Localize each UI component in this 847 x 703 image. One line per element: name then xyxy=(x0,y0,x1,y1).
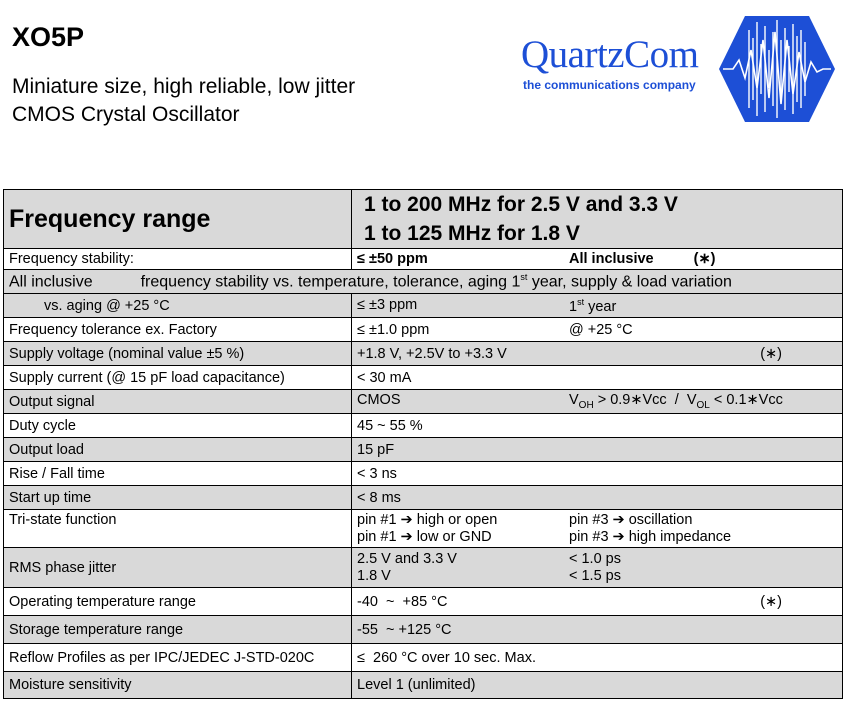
output-load-value: 15 pF xyxy=(352,438,843,462)
tristate-cell xyxy=(352,510,843,548)
tristate-label: Tri-state function xyxy=(4,510,352,548)
superscript-st: st xyxy=(577,296,585,307)
output-signal-value: CMOS xyxy=(357,392,401,409)
all-inclusive-label: All inclusive xyxy=(9,273,93,291)
rise-fall-value: < 3 ns xyxy=(352,462,843,486)
aging-row xyxy=(4,294,843,318)
reflow-label: Reflow Profiles as per IPC/JEDEC J-STD-020C xyxy=(4,644,352,672)
aging-cell xyxy=(352,294,843,318)
supply-current-value: < 30 mA xyxy=(352,366,843,390)
reflow-value: ≤ 260 °C over 10 sec. Max. xyxy=(352,644,843,672)
product-subtitle xyxy=(12,73,355,129)
aging-value: ≤ ±3 ppm xyxy=(357,296,418,313)
all-inclusive-note: All inclusive xyxy=(569,251,654,267)
tristate-pin1-low: pin #1 ➔ low or GND xyxy=(357,528,492,545)
jitter-label: RMS phase jitter xyxy=(4,548,352,588)
frequency-stability-cell xyxy=(352,249,843,270)
frequency-range-value xyxy=(352,190,843,249)
all-inclusive-description xyxy=(4,270,843,294)
jitter-row xyxy=(4,548,843,588)
all-inclusive-row xyxy=(4,270,843,294)
frequency-range-line-1: 1 to 200 MHz for 2.5 V and 3.3 V xyxy=(364,193,678,216)
output-load-label: Output load xyxy=(4,438,352,462)
duty-cycle-label: Duty cycle xyxy=(4,414,352,438)
storage-temp-label: Storage temperature range xyxy=(4,616,352,644)
superscript-st: st xyxy=(520,271,528,282)
supply-voltage-label: Supply voltage (nominal value ±5 %) xyxy=(4,342,352,366)
startup-value: < 8 ms xyxy=(352,486,843,510)
frequency-stability-value: ≤ ±50 ppm xyxy=(357,251,428,267)
all-inclusive-text: frequency stability vs. temperature, tolerance, aging 1 xyxy=(140,273,521,291)
duty-cycle-row xyxy=(4,414,843,438)
tristate-pin1-high: pin #1 ➔ high or open xyxy=(357,511,498,528)
voh-subscript: OH xyxy=(578,399,594,411)
crystal-waveform-icon xyxy=(719,10,835,128)
frequency-stability-note xyxy=(569,251,837,267)
startup-label: Start up time xyxy=(4,486,352,510)
frequency-range-line-2: 1 to 125 MHz for 1.8 V xyxy=(364,222,580,245)
product-title: XO5P xyxy=(12,22,85,52)
all-inclusive-text-end: year, supply & load variation xyxy=(527,273,732,291)
jitter-voltage-2: 1.8 V xyxy=(357,567,391,584)
duty-cycle-value: 45 ~ 55 % xyxy=(352,414,843,438)
output-signal-levels xyxy=(569,392,837,411)
logo-tagline: the communications company xyxy=(523,78,696,92)
supply-voltage-cell xyxy=(352,342,843,366)
output-signal-row xyxy=(4,390,843,414)
asterisk-mark: (∗) xyxy=(760,593,782,610)
supply-voltage-value: +1.8 V, +2.5V to +3.3 V xyxy=(357,345,507,362)
operating-temp-label: Operating temperature range xyxy=(4,588,352,616)
tolerance-cell xyxy=(352,318,843,342)
tristate-pin3-high-impedance: pin #3 ➔ high impedance xyxy=(569,528,732,545)
supply-voltage-row xyxy=(4,342,843,366)
frequency-range-row xyxy=(4,190,843,249)
logo-wordmark: QuartzCom xyxy=(521,33,699,76)
aging-label: vs. aging @ +25 °C xyxy=(4,294,352,318)
operating-temp-cell xyxy=(352,588,843,616)
frequency-stability-row xyxy=(4,249,843,270)
storage-temp-row xyxy=(4,616,843,644)
quartzcom-logo xyxy=(517,10,835,128)
output-signal-cell xyxy=(352,390,843,414)
moisture-label: Moisture sensitivity xyxy=(4,672,352,699)
voh-text: > 0.9∗Vcc / V xyxy=(593,392,697,409)
moisture-row xyxy=(4,672,843,699)
tolerance-note: @ +25 °C xyxy=(569,321,633,338)
startup-row xyxy=(4,486,843,510)
rise-fall-label: Rise / Fall time xyxy=(4,462,352,486)
tolerance-value: ≤ ±1.0 ppm xyxy=(357,321,430,338)
jitter-value-2: < 1.5 ps xyxy=(569,567,621,584)
tolerance-label: Frequency tolerance ex. Factory xyxy=(4,318,352,342)
tolerance-row xyxy=(4,318,843,342)
vol-subscript: OL xyxy=(696,399,710,411)
frequency-range-label: Frequency range xyxy=(4,190,352,249)
jitter-cell xyxy=(352,548,843,588)
asterisk-mark: (∗) xyxy=(693,251,716,267)
reflow-row xyxy=(4,644,843,672)
output-signal-label: Output signal xyxy=(4,390,352,414)
subtitle-line-2: CMOS Crystal Oscillator xyxy=(12,103,240,126)
frequency-stability-label: Frequency stability: xyxy=(4,249,352,270)
output-load-row xyxy=(4,438,843,462)
tristate-row xyxy=(4,510,843,548)
jitter-value-1: < 1.0 ps xyxy=(569,550,621,567)
voh-symbol: V xyxy=(569,392,579,409)
supply-current-row xyxy=(4,366,843,390)
jitter-voltage-1: 2.5 V and 3.3 V xyxy=(357,550,457,567)
specification-table xyxy=(3,189,843,699)
aging-note xyxy=(569,297,837,315)
asterisk-mark: (∗) xyxy=(760,345,782,362)
storage-temp-value: -55 ~ +125 °C xyxy=(352,616,843,644)
supply-current-label: Supply current (@ 15 pF load capacitance) xyxy=(4,366,352,390)
vol-text: < 0.1∗Vcc xyxy=(709,392,783,409)
aging-note-text: year xyxy=(584,298,617,315)
operating-temp-row xyxy=(4,588,843,616)
aging-note-num: 1 xyxy=(569,298,578,315)
subtitle-line-1: Miniature size, high reliable, low jitter xyxy=(12,75,356,98)
operating-temp-value: -40 ~ +85 °C xyxy=(357,593,448,610)
tristate-pin3-oscillation: pin #3 ➔ oscillation xyxy=(569,511,693,528)
rise-fall-row xyxy=(4,462,843,486)
moisture-value: Level 1 (unlimited) xyxy=(352,672,843,699)
